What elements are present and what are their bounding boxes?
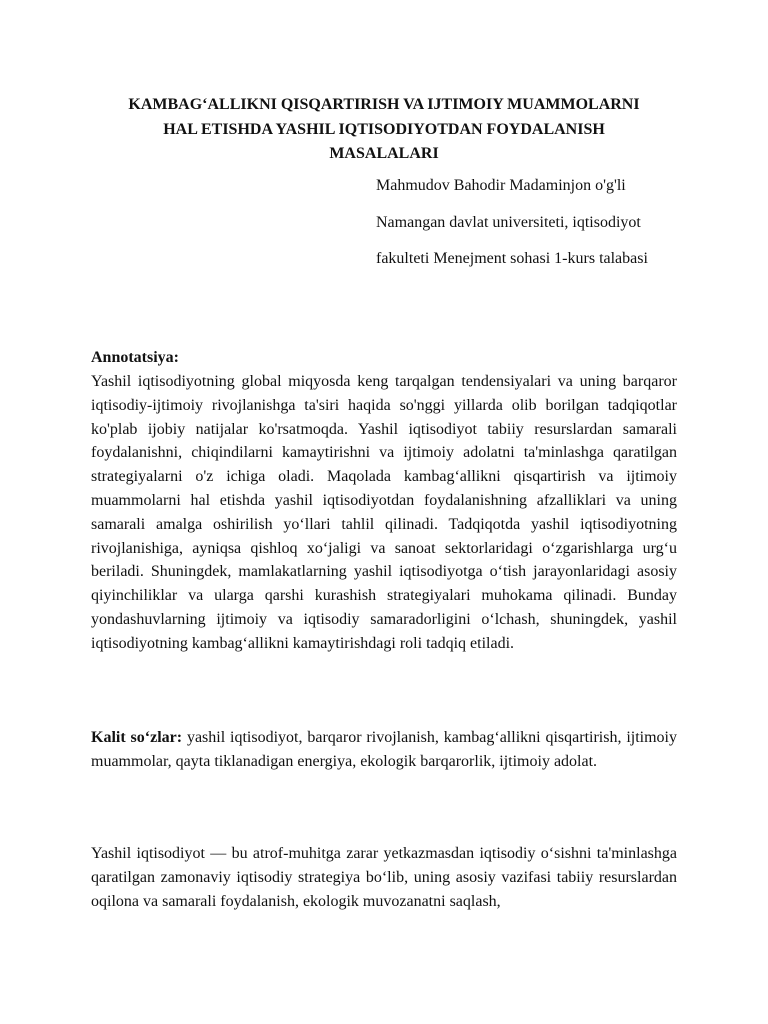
author-info [376, 174, 706, 284]
title-line: KAMBAG‘ALLIKNI QISQARTIRISH VA IJTIMOIY MUAMMOLARNI [128, 96, 640, 113]
keywords-paragraph [91, 726, 677, 774]
keywords-label: Kalit so‘zlar: [91, 729, 183, 746]
intro-paragraph: Yashil iqtisodiyot — bu atrof-muhitga zarar yetkazmasdan iqtisodiy o‘sishni ta'minlashga qaratilgan zamonaviy iqtisodiy strategiya bo‘lib, uning asosiy vazifasi tabiiy resurslardan oqilona va samarali foydalanish, ekologik muvozanatni saqlash, [91, 845, 677, 910]
abstract-text: Yashil iqtisodiyotning global miqyosda keng tarqalgan tendensiyalari va uning barqaror iqtisodiy-ijtimoiy rivojlanishga ta'siri haqida so'nggi yillarda olib borilgan tadqiqotlar ko'plab ijobiy natijalar ko'rsatmoqda. Yashil iqtisodiyot tabiiy resurslardan samarali foydalanishni, chiqindilarni kamaytirishni va ijtimoiy adolatni ta'minlashga qaratilgan strategiyalarni o'z ichiga oladi. Maqolada kambag‘allikni qisqartirish va ijtimoiy muammolarni hal etishda yashil iqtisodiyotdan foydalanishning afzalliklari va uning samarali amalga oshirilish yo‘llari tahlil qilinadi. Tadqiqotda yashil iqtisodiyotning rivojlanishiga, ayniqsa qishloq xo‘jaligi va sanoat sektorlaridagi o‘zgarishlarga urg‘u beriladi. Shuningdek, mamlakatlarning yashil iqtisodiyotga o‘tish jarayonlaridagi asosiy qiyinchiliklar va ularga qarshi kurashish strategiyalari muhokama qilinadi. Bunday yondashuvlarning ijtimoiy va iqtisodiy samaradorligini o‘lchash, shuningdek, yashil iqtisodiyotning kambag‘allikni kamaytirishdagi roli tadqiq etiladi. [91, 373, 677, 652]
title-line: HAL ETISHDA YASHIL IQTISODIYOTDAN FOYDALANISH [163, 120, 605, 138]
author-affiliation-line: fakulteti Menejment sohasi 1-kurs talabasi [376, 250, 648, 267]
keywords-text: yashil iqtisodiyot, barqaror rivojlanish, kambag‘allikni qisqartirish, ijtimoiy muammolar, qayta tiklanadigan energiya, ekologik barqarorlik, ijtimoiy adolat. [91, 729, 677, 770]
title-line: MASALALARI [329, 145, 439, 162]
abstract-heading: Annotatsiya: [91, 349, 180, 366]
author-name: Mahmudov Bahodir Madaminjon o'g'li [376, 177, 626, 194]
paper-title [92, 93, 676, 167]
author-affiliation-line: Namangan davlat universiteti, iqtisodiyot [376, 213, 641, 231]
